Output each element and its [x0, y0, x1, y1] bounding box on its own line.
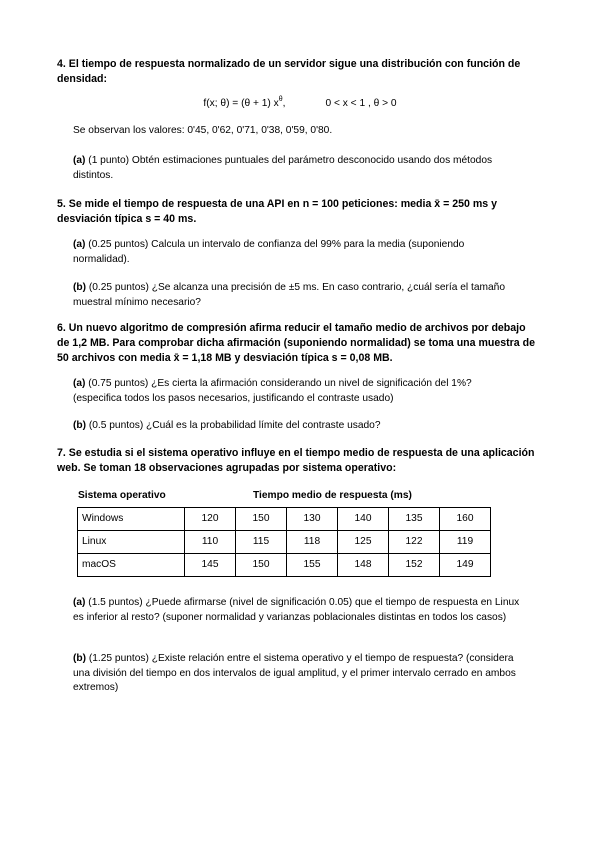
question-5-part-a: (a) (0.25 puntos) Calcula un intervalo de confianza del 99% para la media (suponiendo normalidad).	[73, 239, 465, 265]
formula-condition: 0 < x < 1 , θ > 0	[325, 98, 397, 109]
value-cell: 150	[236, 554, 287, 577]
table-row	[78, 508, 491, 531]
question-7-part-b: (b) (1.25 puntos) ¿Existe relación entre el sistema operativo y el tiempo de respuesta? (considera una división del tiempo en dos intervalos de igual amplitud, y el primer intervalo cerrado en ambos extremos)	[73, 653, 516, 694]
value-cell: 125	[338, 531, 389, 554]
value-cell: 155	[287, 554, 338, 577]
value-cell: 152	[389, 554, 440, 577]
question-5-title: 5. Se mide el tiempo de respuesta de una API en n = 100 peticiones: media x̄ = 250 ms y desviación típica s = 40 ms.	[57, 198, 498, 225]
value-cell: 122	[389, 531, 440, 554]
question-4-values: Se observan los valores: 0'45, 0'62, 0'71, 0'38, 0'59, 0'80.	[73, 125, 333, 136]
value-cell: 130	[287, 508, 338, 531]
question-6-part-b: (b) (0.5 puntos) ¿Cuál es la probabilidad límite del contraste usado?	[73, 420, 381, 431]
os-cell: Linux	[78, 531, 185, 554]
question-6-title: 6. Un nuevo algoritmo de compresión afirma reducir el tamaño medio de archivos por debajo de 1,2 MB. Para comprobar dicha afirmación (suponiendo normalidad) se toma una muestra de 50 archivos con media x̄ = 1,18 MB y desviación típica s = 0,08 MB.	[57, 322, 536, 364]
question-7-part-a: (a) (1.5 puntos) ¿Puede afirmarse (nivel de significación 0.05) que el tiempo de respuesta en Linux es inferior al resto? (suponer normalidad y varianzas poblacionales distintas en todos los casos)	[73, 597, 520, 623]
value-cell: 119	[440, 531, 491, 554]
os-cell: Windows	[78, 508, 185, 531]
question-7-title: 7. Se estudia si el sistema operativo influye en el tiempo medio de respuesta de una aplicación web. Se toman 18 observaciones agrupadas por sistema operativo:	[57, 447, 535, 474]
os-cell: macOS	[78, 554, 185, 577]
question-4-part-a: (a) (1 punto) Obtén estimaciones puntuales del parámetro desconocido usando dos métodos distintos.	[73, 155, 493, 181]
value-cell: 140	[338, 508, 389, 531]
table-row	[78, 531, 491, 554]
value-cell: 110	[185, 531, 236, 554]
value-cell: 120	[185, 508, 236, 531]
question-4-title: 4. El tiempo de respuesta normalizado de un servidor sigue una distribución con función de densidad:	[57, 58, 521, 85]
table-header-time: Tiempo medio de respuesta (ms)	[253, 490, 412, 501]
question-6-part-a: (a) (0.75 puntos) ¿Es cierta la afirmación considerando un nivel de significación del 1%? (especifica todos los pasos necesarios, justificando el contraste usado)	[73, 378, 472, 404]
value-cell: 150	[236, 508, 287, 531]
value-cell: 149	[440, 554, 491, 577]
question-5-part-b: (b) (0.25 puntos) ¿Se alcanza una precisión de ±5 ms. En caso contrario, ¿cuál sería el tamaño muestral mínimo necesario?	[73, 282, 505, 308]
formula-expression: f(x; θ) = (θ + 1) $x^\theta$,	[203, 95, 286, 109]
density-formula	[0, 97, 600, 112]
response-time-table	[77, 507, 491, 577]
table-header-os: Sistema operativo	[78, 490, 166, 501]
value-cell: 118	[287, 531, 338, 554]
value-cell: 115	[236, 531, 287, 554]
table-row	[78, 554, 491, 577]
value-cell: 145	[185, 554, 236, 577]
value-cell: 148	[338, 554, 389, 577]
value-cell: 135	[389, 508, 440, 531]
value-cell: 160	[440, 508, 491, 531]
